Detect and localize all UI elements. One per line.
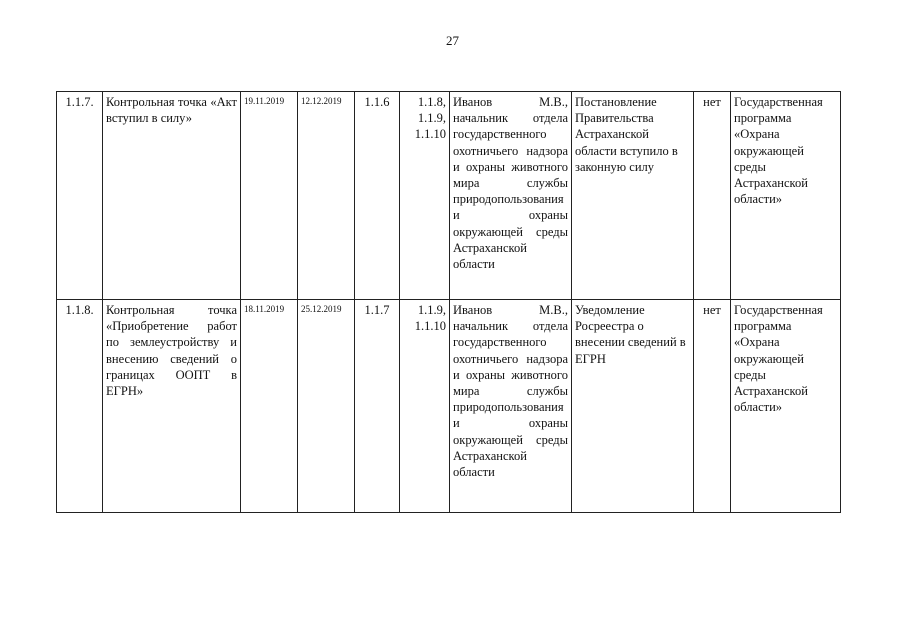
table-row	[57, 300, 841, 513]
state-program: Государственная программа «Охрана окружающей среды Астраханской области»	[731, 92, 841, 300]
successor-item: 1.1.9,	[417, 303, 446, 317]
responsible-person: Иванов М.В., начальник отдела государственного охотничьего надзора и охраны животного мира службы природопользования и охраны окружающей среды Астраханской области	[450, 300, 572, 513]
successor-item: 1.1.10	[414, 127, 446, 142]
predecessor: 1.1.6	[355, 92, 400, 300]
start-date: 18.11.2019	[241, 300, 298, 513]
successor-item: 1.1.9,	[417, 111, 446, 126]
control-point-name: Контрольная точка «Акт вступил в силу»	[103, 92, 241, 300]
page-number: 27	[446, 33, 459, 48]
state-program: Государственная программа «Охрана окружающей среды Астраханской области»	[731, 300, 841, 513]
start-date: 19.11.2019	[241, 92, 298, 300]
end-date: 25.12.2019	[298, 300, 355, 513]
flag-value: нет	[694, 300, 731, 513]
successors	[400, 92, 450, 300]
control-point-name: Контрольная точка «Приобретение работ по землеустройству и внесению сведений о границах ООПТ в ЕГРН»	[103, 300, 241, 513]
successor-item: 1.1.8,	[417, 95, 446, 109]
measures-table	[56, 91, 841, 513]
predecessor: 1.1.7	[355, 300, 400, 513]
row-number: 1.1.7.	[57, 92, 103, 300]
flag-value: нет	[694, 92, 731, 300]
row-number: 1.1.8.	[57, 300, 103, 513]
responsible-person: Иванов М.В., начальник отдела государственного охотничьего надзора и охраны животного мира службы природопользования и охраны окружающей среды Астраханской области	[450, 92, 572, 300]
result-description: Постановление Правительства Астраханской области вступило в законную силу	[572, 92, 694, 300]
successor-item: 1.1.10	[414, 319, 446, 334]
table-row	[57, 92, 841, 300]
successors	[400, 300, 450, 513]
end-date: 12.12.2019	[298, 92, 355, 300]
result-description: Уведомление Росреестра о внесении сведений в ЕГРН	[572, 300, 694, 513]
